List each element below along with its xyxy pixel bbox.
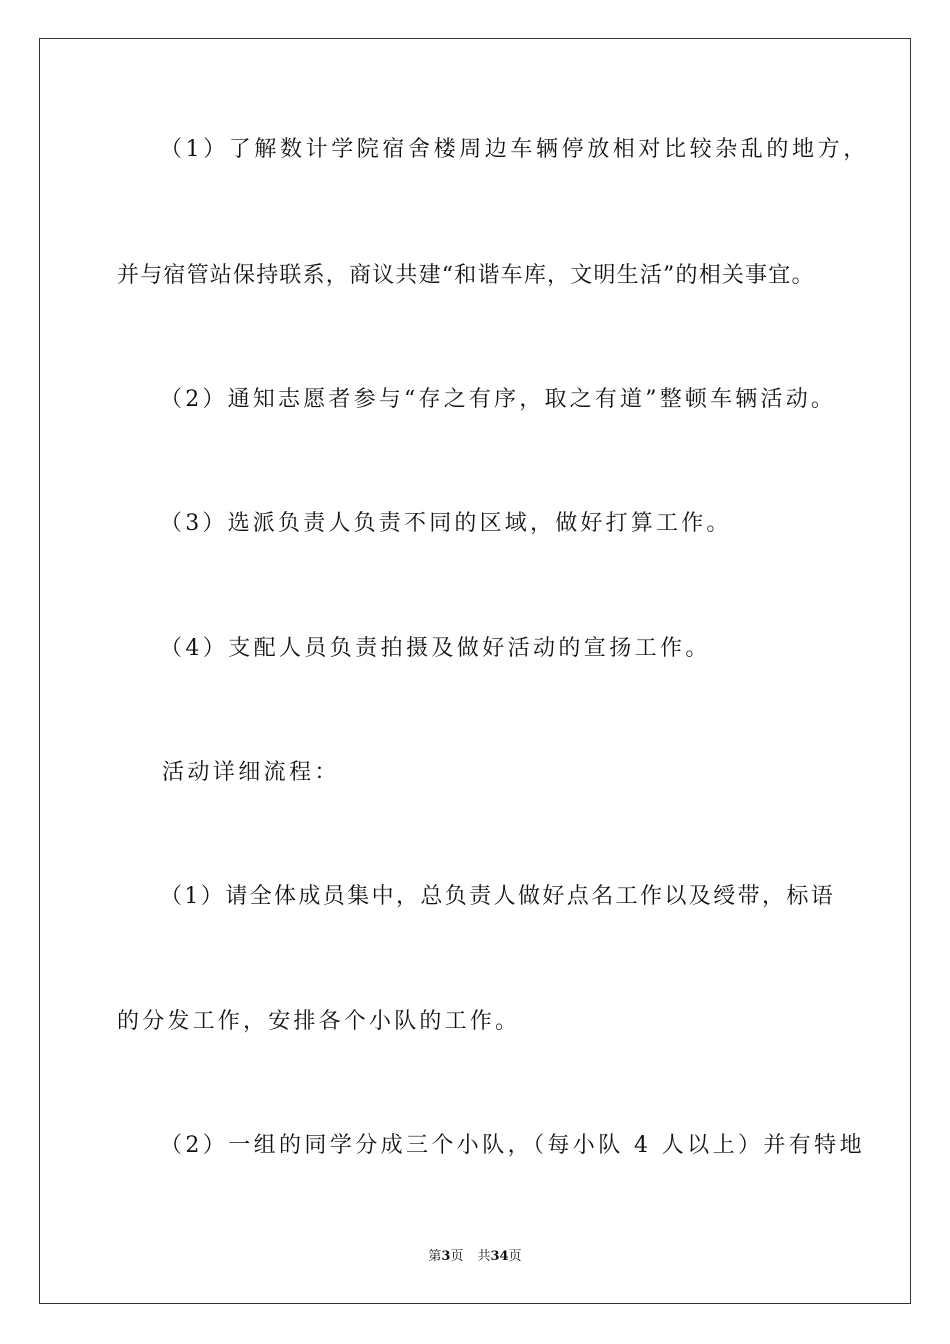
section-heading: 活动详细流程： xyxy=(162,760,340,785)
paragraph-line: （3）选派负责人负责不同的区域，做好打算工作。 xyxy=(160,511,732,536)
page-number: 3 xyxy=(441,1249,451,1264)
paragraph-line: 并与宿管站保持联系，商议共建“和谐车库，文明生活”的相关事宜。 xyxy=(117,263,815,288)
paragraph-line: （1）请全体成员集中，总负责人做好点名工作以及绶带，标语 xyxy=(160,884,836,909)
paragraph-line: （1）了解数计学院宿舍楼周边车辆停放相对比较杂乱的地方， xyxy=(160,137,869,162)
total-suffix: 页 xyxy=(508,1249,522,1264)
paragraph-line: 的分发工作，安排各个小队的工作。 xyxy=(117,1009,521,1034)
paragraph-line: （2）一组的同学分成三个小队，（每小队 4 人以上）并有特地 xyxy=(160,1133,865,1158)
page-footer xyxy=(0,1249,950,1265)
page-border xyxy=(39,38,911,1304)
page-suffix: 页 xyxy=(450,1249,464,1264)
total-prefix: 共 xyxy=(477,1249,491,1264)
page-prefix: 第 xyxy=(428,1249,442,1264)
paragraph-line: （2）通知志愿者参与“存之有序，取之有道”整顿车辆活动。 xyxy=(160,387,837,412)
total-pages: 34 xyxy=(490,1249,509,1264)
paragraph-line: （4）支配人员负责拍摄及做好活动的宣扬工作。 xyxy=(160,636,711,661)
